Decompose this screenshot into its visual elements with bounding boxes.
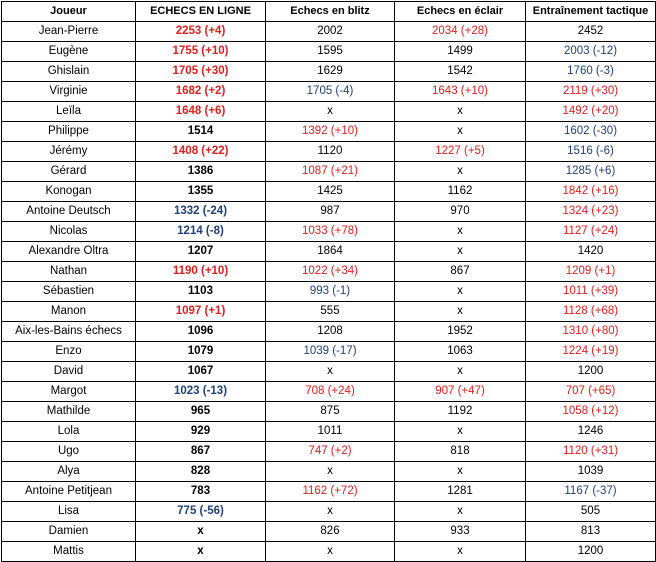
lightning-cell: x <box>395 542 526 562</box>
lightning-cell: 1192 <box>395 402 526 422</box>
header-blitz: Echecs en blitz <box>266 2 395 22</box>
online-chess-cell: 1755 (+10) <box>136 42 266 62</box>
table-row <box>2 222 656 242</box>
lightning-cell: 1281 <box>395 482 526 502</box>
online-chess-cell: 1067 <box>136 362 266 382</box>
table-row <box>2 322 656 342</box>
blitz-cell: 1162 (+72) <box>266 482 395 502</box>
tactics-cell: 1200 <box>526 362 656 382</box>
lightning-cell: 970 <box>395 202 526 222</box>
player-name-cell: Gérard <box>2 162 136 182</box>
online-chess-cell: 2253 (+4) <box>136 22 266 42</box>
player-name-cell: Margot <box>2 382 136 402</box>
table-row <box>2 302 656 322</box>
online-chess-cell: 1514 <box>136 122 266 142</box>
table-row <box>2 482 656 502</box>
blitz-cell: 993 (-1) <box>266 282 395 302</box>
online-chess-cell: 1332 (-24) <box>136 202 266 222</box>
online-chess-cell: 1207 <box>136 242 266 262</box>
tactics-cell: 1039 <box>526 462 656 482</box>
tactics-cell: 1209 (+1) <box>526 262 656 282</box>
tactics-cell: 1127 (+24) <box>526 222 656 242</box>
lightning-cell: x <box>395 242 526 262</box>
tactics-cell: 1167 (-37) <box>526 482 656 502</box>
blitz-cell: 1011 <box>266 422 395 442</box>
blitz-cell: x <box>266 542 395 562</box>
table-row <box>2 442 656 462</box>
blitz-cell: 555 <box>266 302 395 322</box>
lightning-cell: 867 <box>395 262 526 282</box>
table-body <box>2 22 656 562</box>
player-name-cell: Alexandre Oltra <box>2 242 136 262</box>
table-row <box>2 402 656 422</box>
table-row <box>2 422 656 442</box>
tactics-cell: 1420 <box>526 242 656 262</box>
blitz-cell: 1087 (+21) <box>266 162 395 182</box>
lightning-cell: 1162 <box>395 182 526 202</box>
lightning-cell: 907 (+47) <box>395 382 526 402</box>
online-chess-cell: 1682 (+2) <box>136 82 266 102</box>
lightning-cell: x <box>395 302 526 322</box>
player-name-cell: Konogan <box>2 182 136 202</box>
online-chess-cell: 1023 (-13) <box>136 382 266 402</box>
tactics-cell: 1011 (+39) <box>526 282 656 302</box>
blitz-cell: 1425 <box>266 182 395 202</box>
blitz-cell: 987 <box>266 202 395 222</box>
lightning-cell: 1542 <box>395 62 526 82</box>
online-chess-cell: 1705 (+30) <box>136 62 266 82</box>
table-row <box>2 502 656 522</box>
blitz-cell: 1022 (+34) <box>266 262 395 282</box>
player-name-cell: Mattis <box>2 542 136 562</box>
table-row <box>2 82 656 102</box>
ratings-table <box>1 1 656 562</box>
tactics-cell: 1760 (-3) <box>526 62 656 82</box>
lightning-cell: x <box>395 102 526 122</box>
online-chess-cell: 1079 <box>136 342 266 362</box>
online-chess-cell: 1408 (+22) <box>136 142 266 162</box>
tactics-cell: 2003 (-12) <box>526 42 656 62</box>
player-name-cell: Leïla <box>2 102 136 122</box>
online-chess-cell: 1190 (+10) <box>136 262 266 282</box>
tactics-cell: 505 <box>526 502 656 522</box>
player-name-cell: Nathan <box>2 262 136 282</box>
player-name-cell: Alya <box>2 462 136 482</box>
table-row <box>2 522 656 542</box>
lightning-cell: x <box>395 282 526 302</box>
table-row <box>2 462 656 482</box>
tactics-cell: 1310 (+80) <box>526 322 656 342</box>
blitz-cell: x <box>266 362 395 382</box>
tactics-cell: 1602 (-30) <box>526 122 656 142</box>
online-chess-cell: x <box>136 542 266 562</box>
tactics-cell: 1128 (+68) <box>526 302 656 322</box>
table-row <box>2 102 656 122</box>
table-row <box>2 282 656 302</box>
online-chess-cell: 783 <box>136 482 266 502</box>
player-name-cell: Jérémy <box>2 142 136 162</box>
lightning-cell: x <box>395 162 526 182</box>
online-chess-cell: 1648 (+6) <box>136 102 266 122</box>
lightning-cell: x <box>395 502 526 522</box>
player-name-cell: Philippe <box>2 122 136 142</box>
blitz-cell: 708 (+24) <box>266 382 395 402</box>
lightning-cell: x <box>395 362 526 382</box>
player-name-cell: Virginie <box>2 82 136 102</box>
header-online-chess: ECHECS EN LIGNE <box>136 2 266 22</box>
player-name-cell: Antoine Petitjean <box>2 482 136 502</box>
player-name-cell: Ghislain <box>2 62 136 82</box>
header-row <box>2 2 656 22</box>
tactics-cell: 1516 (-6) <box>526 142 656 162</box>
table-row <box>2 122 656 142</box>
blitz-cell: 1864 <box>266 242 395 262</box>
online-chess-cell: x <box>136 522 266 542</box>
tactics-cell: 1246 <box>526 422 656 442</box>
blitz-cell: x <box>266 462 395 482</box>
blitz-cell: 1039 (-17) <box>266 342 395 362</box>
blitz-cell: 1392 (+10) <box>266 122 395 142</box>
player-name-cell: Aix-les-Bains échecs <box>2 322 136 342</box>
player-name-cell: Enzo <box>2 342 136 362</box>
tactics-cell: 1324 (+23) <box>526 202 656 222</box>
player-name-cell: Mathilde <box>2 402 136 422</box>
online-chess-cell: 965 <box>136 402 266 422</box>
online-chess-cell: 867 <box>136 442 266 462</box>
lightning-cell: 1063 <box>395 342 526 362</box>
header-player: Joueur <box>2 2 136 22</box>
player-name-cell: Ugo <box>2 442 136 462</box>
tactics-cell: 1200 <box>526 542 656 562</box>
online-chess-cell: 1103 <box>136 282 266 302</box>
player-name-cell: Damien <box>2 522 136 542</box>
online-chess-cell: 1355 <box>136 182 266 202</box>
online-chess-cell: 828 <box>136 462 266 482</box>
blitz-cell: 1120 <box>266 142 395 162</box>
table-row <box>2 182 656 202</box>
blitz-cell: 1705 (-4) <box>266 82 395 102</box>
lightning-cell: 2034 (+28) <box>395 22 526 42</box>
player-name-cell: Eugène <box>2 42 136 62</box>
lightning-cell: 818 <box>395 442 526 462</box>
tactics-cell: 1842 (+16) <box>526 182 656 202</box>
player-name-cell: Antoine Deutsch <box>2 202 136 222</box>
tactics-cell: 2119 (+30) <box>526 82 656 102</box>
blitz-cell: 826 <box>266 522 395 542</box>
table-row <box>2 362 656 382</box>
lightning-cell: 1227 (+5) <box>395 142 526 162</box>
table-row <box>2 342 656 362</box>
table-row <box>2 202 656 222</box>
player-name-cell: Manon <box>2 302 136 322</box>
tactics-cell: 1120 (+31) <box>526 442 656 462</box>
table-header <box>2 2 656 22</box>
blitz-cell: x <box>266 102 395 122</box>
table-row <box>2 162 656 182</box>
tactics-cell: 707 (+65) <box>526 382 656 402</box>
player-name-cell: Lola <box>2 422 136 442</box>
online-chess-cell: 1097 (+1) <box>136 302 266 322</box>
tactics-cell: 2452 <box>526 22 656 42</box>
header-tactics: Entraînement tactique <box>526 2 656 22</box>
blitz-cell: 1629 <box>266 62 395 82</box>
blitz-cell: x <box>266 502 395 522</box>
blitz-cell: 747 (+2) <box>266 442 395 462</box>
table-row <box>2 62 656 82</box>
online-chess-cell: 1096 <box>136 322 266 342</box>
table-row <box>2 22 656 42</box>
table-row <box>2 42 656 62</box>
online-chess-cell: 1386 <box>136 162 266 182</box>
player-name-cell: Jean-Pierre <box>2 22 136 42</box>
lightning-cell: x <box>395 122 526 142</box>
blitz-cell: 1595 <box>266 42 395 62</box>
lightning-cell: 1643 (+10) <box>395 82 526 102</box>
player-name-cell: Nicolas <box>2 222 136 242</box>
lightning-cell: x <box>395 222 526 242</box>
lightning-cell: x <box>395 422 526 442</box>
lightning-cell: x <box>395 462 526 482</box>
table-row <box>2 262 656 282</box>
lightning-cell: 933 <box>395 522 526 542</box>
table-row <box>2 242 656 262</box>
tactics-cell: 1224 (+19) <box>526 342 656 362</box>
table-row <box>2 542 656 562</box>
player-name-cell: Lisa <box>2 502 136 522</box>
tactics-cell: 1492 (+20) <box>526 102 656 122</box>
tactics-cell: 1058 (+12) <box>526 402 656 422</box>
online-chess-cell: 775 (-56) <box>136 502 266 522</box>
table-row <box>2 382 656 402</box>
table-row <box>2 142 656 162</box>
blitz-cell: 875 <box>266 402 395 422</box>
tactics-cell: 813 <box>526 522 656 542</box>
blitz-cell: 1033 (+78) <box>266 222 395 242</box>
player-name-cell: David <box>2 362 136 382</box>
player-name-cell: Sébastien <box>2 282 136 302</box>
tactics-cell: 1285 (+6) <box>526 162 656 182</box>
blitz-cell: 2002 <box>266 22 395 42</box>
lightning-cell: 1499 <box>395 42 526 62</box>
lightning-cell: 1952 <box>395 322 526 342</box>
online-chess-cell: 1214 (-8) <box>136 222 266 242</box>
online-chess-cell: 929 <box>136 422 266 442</box>
blitz-cell: 1208 <box>266 322 395 342</box>
header-lightning: Echecs en éclair <box>395 2 526 22</box>
